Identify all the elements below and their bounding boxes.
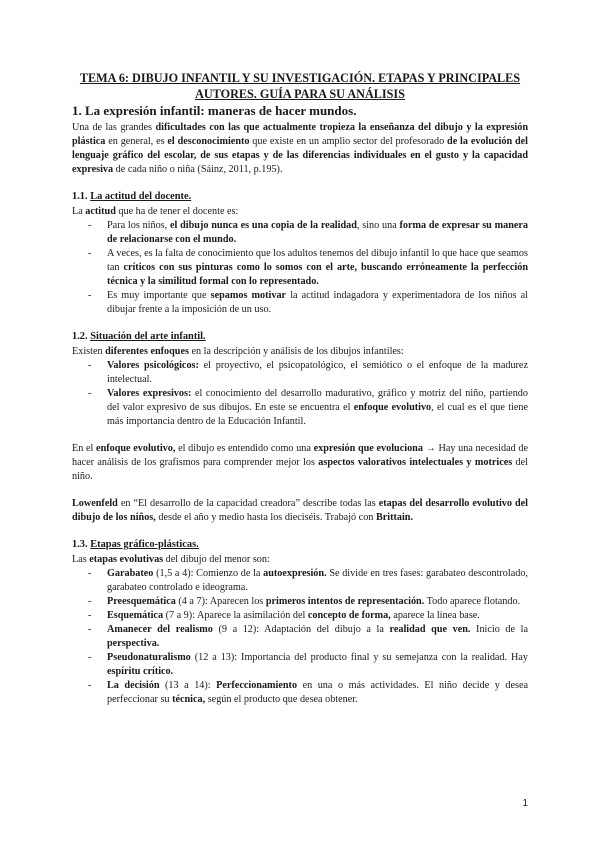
text-run: , el cual es el que tiene más importancia dentro de la Educación Infantil. [107,402,528,427]
text-run-bold: diferentes enfoques [105,346,189,357]
text-run: → Hay una necesidad de hacer análisis de los grafismos para comprender mejor los [72,443,528,468]
text-run-bold: autoexpresión. [263,568,327,579]
text-run-bold: el desconocimiento [167,136,250,147]
text-run-bold: concepto de forma, [307,610,391,621]
section-1-2-paragraph-lowenfeld [72,497,528,525]
text-run-bold: sepamos motivar [210,290,287,301]
section-1-1-list [72,219,528,317]
list-item [72,609,528,623]
page-number: 1 [522,798,528,809]
list-item [72,219,528,247]
text-run: (12 a 13): Importancia del producto final y su semejanza con la realidad. Hay [190,652,528,663]
text-run-bold: enfoque evolutivo, [96,443,176,454]
text-run-bold: expresión que evoluciona [313,443,423,454]
text-run: en general, es [105,136,168,147]
text-run: (9 a 12): Adaptación del dibujo a la [212,624,390,635]
text-run: en “El desarrollo de la capacidad creadora” describe todas las [117,498,379,509]
text-run: (4 a 7): Aparecen los [175,596,266,607]
section-1-3-intro [72,553,528,567]
text-run: según el producto que desea obtener. [205,694,358,705]
section-1-3-list [72,567,528,707]
text-run: (1,5 a 4): Comienzo de la [153,568,264,579]
section-1-heading: 1. La expresión infantil: maneras de hacer mundos. [72,103,357,118]
text-run: aparece la línea base. [390,610,480,621]
list-item [72,247,528,289]
section-1-3-heading [72,538,528,552]
text-run-bold: dificultades con las que actualmente tropieza la enseñanza del dibujo y la expresión plástica [72,122,528,147]
section-1-2-intro [72,345,528,359]
list-item [72,679,528,707]
text-run-bold: aspectos valorativos intelectuales y motrices [318,457,513,468]
text-run-bold: críticos con sus pinturas como lo somos con el arte, buscando erróneamente la perfección técnica y la similitud formal con lo representado. [107,262,528,287]
list-item [72,651,528,679]
text-run-bold: técnica, [172,694,206,705]
text-run: que existe en un amplio sector del profesorado [249,136,448,147]
text-run: de cada niño o niña (Sáinz, 2011, p.195). [113,164,283,175]
section-number: 1.1. [72,191,88,202]
text-run-bold: Preesquemática [107,596,176,607]
text-run-bold: Valores expresivos: [107,388,192,399]
text-run: el dibujo es entendido como una [175,443,314,454]
text-run-bold: La decisión [107,680,160,691]
text-run-bold: espíritu crítico. [107,666,174,677]
text-run: Las [72,554,90,565]
list-item [72,567,528,595]
text-run: Inicio de la [470,624,528,635]
text-run-bold: enfoque evolutivo [353,402,432,413]
text-run: A veces, es la falta de conocimiento que los adultos tenemos del dibujo infantil lo que hace que seamos tan [107,248,528,273]
text-run-bold: Garabateo [107,568,154,579]
text-run: del dibujo del menor son: [163,554,270,565]
text-run-bold: Amanecer del realismo [107,624,213,635]
text-run-bold: Brittain. [375,512,414,523]
text-run-bold: etapas del desarrollo evolutivo del dibujo de los niños, [72,498,528,523]
section-1-2-heading [72,330,528,344]
text-run-bold: primeros intentos de representación. [265,596,425,607]
text-run: que ha de tener el docente es: [115,206,239,217]
text-run-bold: Lowenfeld [72,498,118,509]
section-number: 1.3. [72,539,88,550]
section-title: Situación del arte infantil. [90,331,206,342]
text-run: en una o más actividades. El niño decide y desea perfeccionar su [107,680,528,705]
text-run: (13 a 14): [159,680,217,691]
page-title: TEMA 6: DIBUJO INFANTIL Y SU INVESTIGACIÓN. ETAPAS Y PRINCIPALES AUTORES. GUÍA PARA SU ANÁLISIS [79,71,521,101]
text-run: Para los niños, [107,220,170,231]
text-run: Es muy importante que [107,290,211,301]
section-1-2-list [72,359,528,429]
text-run: (7 a 9): Aparece la asimilación del [163,610,308,621]
section-1-2-paragraph-evolutivo [72,442,528,484]
section-title: La actitud del docente. [90,191,192,202]
list-item [72,359,528,387]
section-title: Etapas gráfico-plásticas. [90,539,199,550]
section-number: 1.2. [72,331,88,342]
text-run-bold: forma de expresar su manera de relacionarse con el mundo. [107,220,529,245]
section-1-paragraph [72,121,528,177]
text-run: la actitud indagadora y experimentadora de los niños al dibujar frente a la imposición de un uso. [107,290,528,315]
text-run-bold: Perfeccionamiento [216,680,298,691]
text-run-bold: Pseudonaturalismo [107,652,191,663]
text-run-bold: realidad que ven. [389,624,471,635]
text-run: Todo aparece flotando. [424,596,521,607]
text-run: el proyectivo, el psicopatológico, el semiótico o el enfoque de la madurez intelectual. [107,360,528,385]
text-run: Existen [72,346,106,357]
section-1-1-intro [72,205,528,219]
text-run-bold: Valores psicológicos: [107,360,199,371]
text-run: La [72,206,86,217]
text-run-bold: perspectiva. [107,638,160,649]
list-item [72,595,528,609]
section-1-1-heading [72,190,528,204]
list-item [72,387,528,429]
text-run: Una de las grandes [72,122,156,133]
document-page [72,70,528,707]
text-run: En el [72,443,97,454]
text-run: el conocimiento del desarrollo madurativo, gráfico y motriz del niño, partiendo del valor expresivo de sus dibujos. En este se encuentra el [107,388,528,413]
text-run-bold: Esquemática [107,610,164,621]
list-item [72,289,528,317]
text-run-bold: etapas evolutivas [89,554,164,565]
text-run: Se divide en tres fases: garabateo descontrolado, garabateo controlado e ideograma. [107,568,528,593]
text-run-bold: el dibujo nunca es una copia de la realidad [170,220,357,231]
text-run: desde el año y medio hasta los dieciséis. Trabajó con [155,512,376,523]
text-run: en la descripción y análisis de los dibujos infantiles: [188,346,404,357]
text-run: del niño. [72,457,529,482]
list-item [72,623,528,651]
text-run-bold: actitud [85,206,116,217]
text-run: , sino una [356,220,400,231]
text-run-bold: de la evolución del lenguaje gráfico del escolar, de sus etapas y de las diferencias individuales en el gusto y la capacidad expresiva [72,136,528,175]
